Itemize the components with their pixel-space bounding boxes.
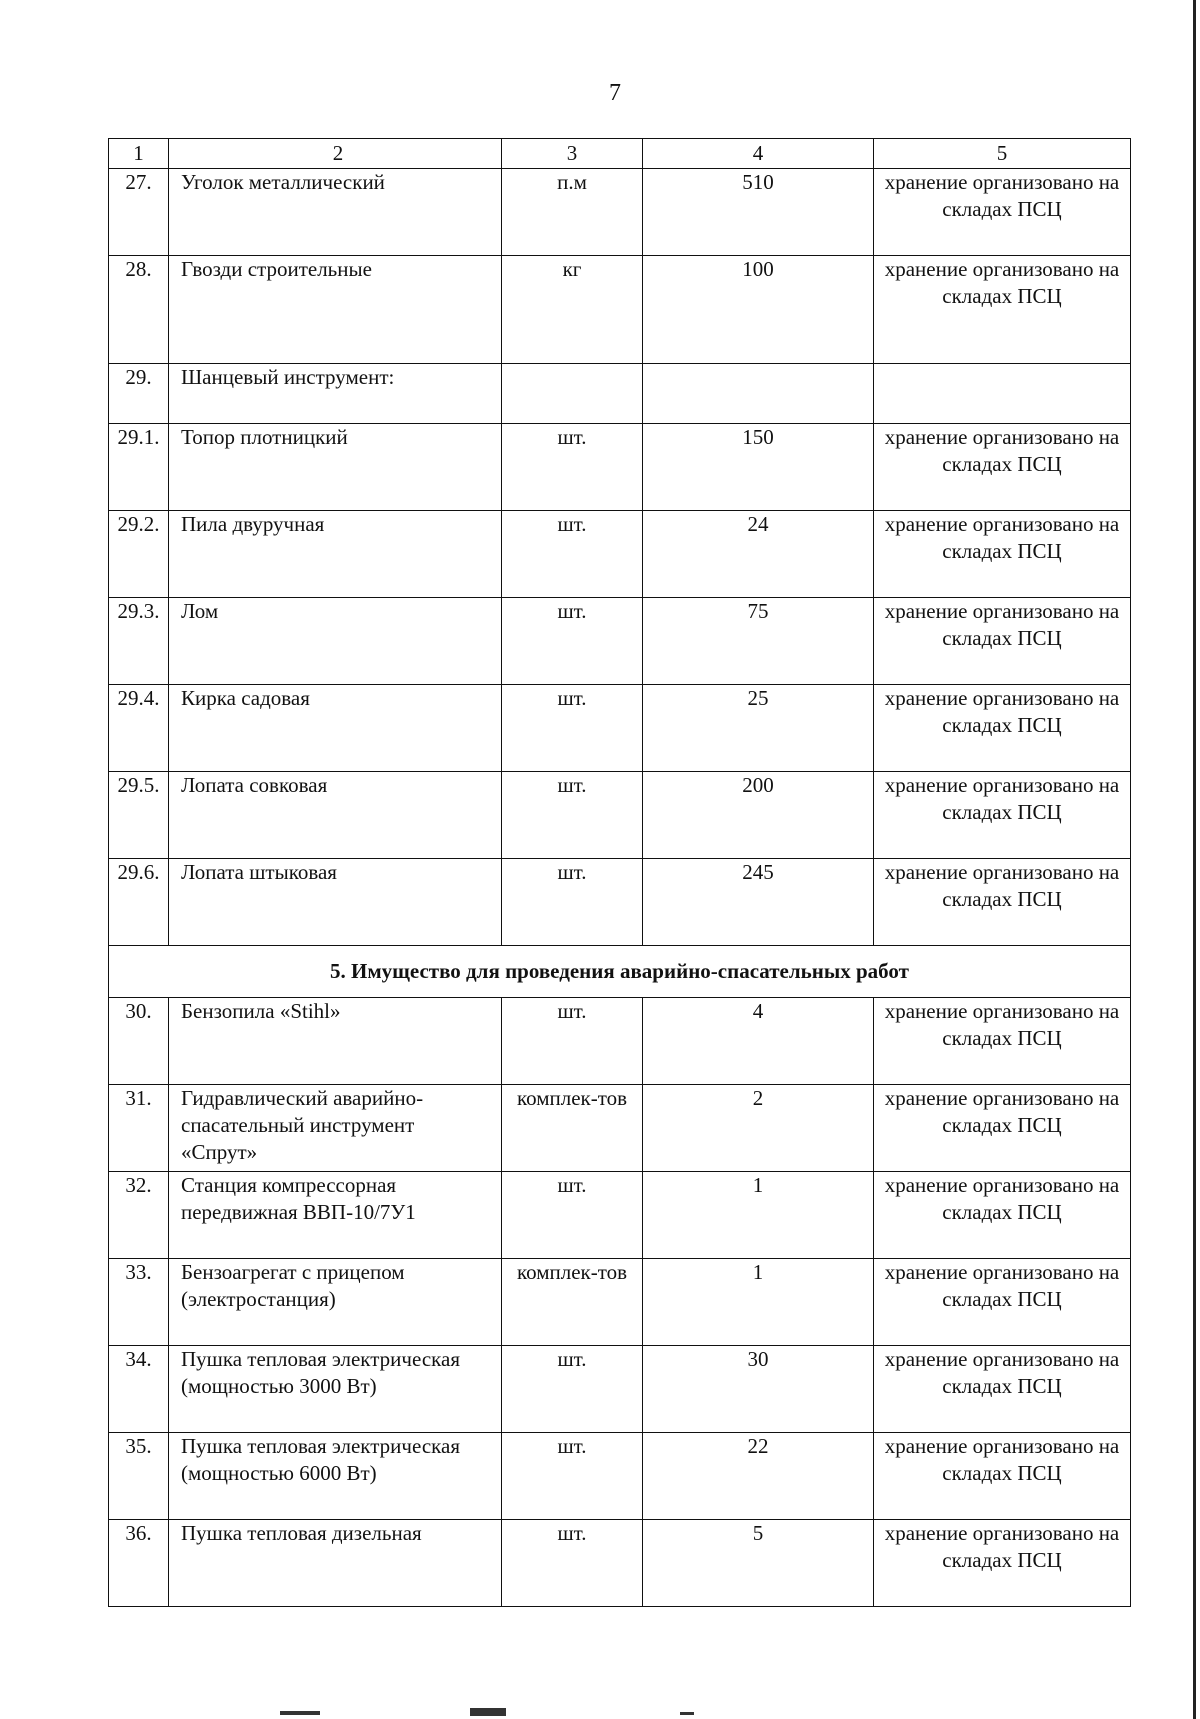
item-quantity: 4 [643, 998, 874, 1085]
item-name: Пушка тепловая электрическая (мощностью 6000 Вт) [169, 1433, 502, 1520]
item-quantity: 1 [643, 1172, 874, 1259]
item-number: 32. [109, 1172, 169, 1259]
item-unit: шт. [502, 998, 643, 1085]
item-name: Топор плотницкий [169, 424, 502, 511]
item-name: Лопата штыковая [169, 859, 502, 946]
item-unit [502, 364, 643, 424]
column-number-5: 5 [874, 139, 1131, 169]
item-number: 29. [109, 364, 169, 424]
item-name: Лопата совковая [169, 772, 502, 859]
table-row [109, 685, 1131, 772]
item-note: хранение организовано на складах ПСЦ [874, 598, 1131, 685]
item-name: Станция компрессорная передвижная ВВП-10/7У1 [169, 1172, 502, 1259]
item-number: 35. [109, 1433, 169, 1520]
table-row [109, 1259, 1131, 1346]
item-unit: шт. [502, 859, 643, 946]
item-number: 29.2. [109, 511, 169, 598]
item-quantity: 25 [643, 685, 874, 772]
item-quantity: 22 [643, 1433, 874, 1520]
item-note: хранение организовано на складах ПСЦ [874, 424, 1131, 511]
item-unit: кг [502, 256, 643, 364]
item-quantity: 24 [643, 511, 874, 598]
item-unit: шт. [502, 1346, 643, 1433]
table-row [109, 1433, 1131, 1520]
item-note: хранение организовано на складах ПСЦ [874, 685, 1131, 772]
table-row [109, 1346, 1131, 1433]
item-number: 29.4. [109, 685, 169, 772]
item-quantity: 100 [643, 256, 874, 364]
item-number: 31. [109, 1085, 169, 1172]
item-number: 33. [109, 1259, 169, 1346]
item-quantity: 1 [643, 1259, 874, 1346]
item-unit: шт. [502, 685, 643, 772]
item-name: Гвозди строительные [169, 256, 502, 364]
item-note: хранение организовано на складах ПСЦ [874, 169, 1131, 256]
scan-edge-line [1193, 0, 1196, 1719]
table-row [109, 169, 1131, 256]
item-unit: шт. [502, 1172, 643, 1259]
item-unit: шт. [502, 598, 643, 685]
table-row [109, 511, 1131, 598]
item-unit: комплек-тов [502, 1259, 643, 1346]
item-note: хранение организовано на складах ПСЦ [874, 1085, 1131, 1172]
item-quantity: 245 [643, 859, 874, 946]
item-note: хранение организовано на складах ПСЦ [874, 1520, 1131, 1607]
inventory-table [108, 138, 1131, 1607]
item-note: хранение организовано на складах ПСЦ [874, 511, 1131, 598]
item-number: 34. [109, 1346, 169, 1433]
item-number: 29.1. [109, 424, 169, 511]
table-row [109, 998, 1131, 1085]
item-name: Бензоагрегат с прицепом (электростанция) [169, 1259, 502, 1346]
item-name: Шанцевый инструмент: [169, 364, 502, 424]
page-number: 7 [609, 80, 621, 106]
item-name: Пушка тепловая электрическая (мощностью 3000 Вт) [169, 1346, 502, 1433]
item-note: хранение организовано на складах ПСЦ [874, 1259, 1131, 1346]
item-note: хранение организовано на складах ПСЦ [874, 1433, 1131, 1520]
item-note: хранение организовано на складах ПСЦ [874, 859, 1131, 946]
item-name: Лом [169, 598, 502, 685]
item-number: 30. [109, 998, 169, 1085]
item-note [874, 364, 1131, 424]
item-number: 28. [109, 256, 169, 364]
item-quantity: 30 [643, 1346, 874, 1433]
table-row [109, 1172, 1131, 1259]
table-row [109, 1085, 1131, 1172]
item-quantity: 5 [643, 1520, 874, 1607]
item-unit: шт. [502, 1433, 643, 1520]
item-unit: комплек-тов [502, 1085, 643, 1172]
item-number: 29.3. [109, 598, 169, 685]
section-title: 5. Имущество для проведения аварийно-спасательных работ [109, 946, 1131, 998]
scan-artifact [470, 1708, 506, 1716]
table-row [109, 772, 1131, 859]
item-unit: п.м [502, 169, 643, 256]
column-number-3: 3 [502, 139, 643, 169]
table-row [109, 364, 1131, 424]
item-note: хранение организовано на складах ПСЦ [874, 998, 1131, 1085]
item-unit: шт. [502, 1520, 643, 1607]
table-row [109, 424, 1131, 511]
item-unit: шт. [502, 772, 643, 859]
item-number: 29.5. [109, 772, 169, 859]
item-quantity: 75 [643, 598, 874, 685]
column-number-4: 4 [643, 139, 874, 169]
item-quantity: 200 [643, 772, 874, 859]
item-unit: шт. [502, 511, 643, 598]
item-note: хранение организовано на складах ПСЦ [874, 772, 1131, 859]
column-number-row [109, 139, 1131, 169]
section-heading-row [109, 946, 1131, 998]
scan-artifact [680, 1712, 694, 1715]
item-note: хранение организовано на складах ПСЦ [874, 256, 1131, 364]
table-row [109, 598, 1131, 685]
scan-artifact [280, 1711, 320, 1715]
item-name: Уголок металлический [169, 169, 502, 256]
item-quantity: 2 [643, 1085, 874, 1172]
item-quantity [643, 364, 874, 424]
item-name: Кирка садовая [169, 685, 502, 772]
table-row [109, 1520, 1131, 1607]
item-number: 29.6. [109, 859, 169, 946]
item-name: Гидравлический аварийно-спасательный инструмент «Спрут» [169, 1085, 502, 1172]
item-note: хранение организовано на складах ПСЦ [874, 1172, 1131, 1259]
table-row [109, 256, 1131, 364]
item-unit: шт. [502, 424, 643, 511]
table-row [109, 859, 1131, 946]
item-name: Пила двуручная [169, 511, 502, 598]
item-note: хранение организовано на складах ПСЦ [874, 1346, 1131, 1433]
inventory-table-wrapper [108, 138, 1130, 1607]
item-number: 27. [109, 169, 169, 256]
item-name: Бензопила «Stihl» [169, 998, 502, 1085]
item-number: 36. [109, 1520, 169, 1607]
column-number-1: 1 [109, 139, 169, 169]
item-quantity: 150 [643, 424, 874, 511]
item-quantity: 510 [643, 169, 874, 256]
item-name: Пушка тепловая дизельная [169, 1520, 502, 1607]
column-number-2: 2 [169, 139, 502, 169]
